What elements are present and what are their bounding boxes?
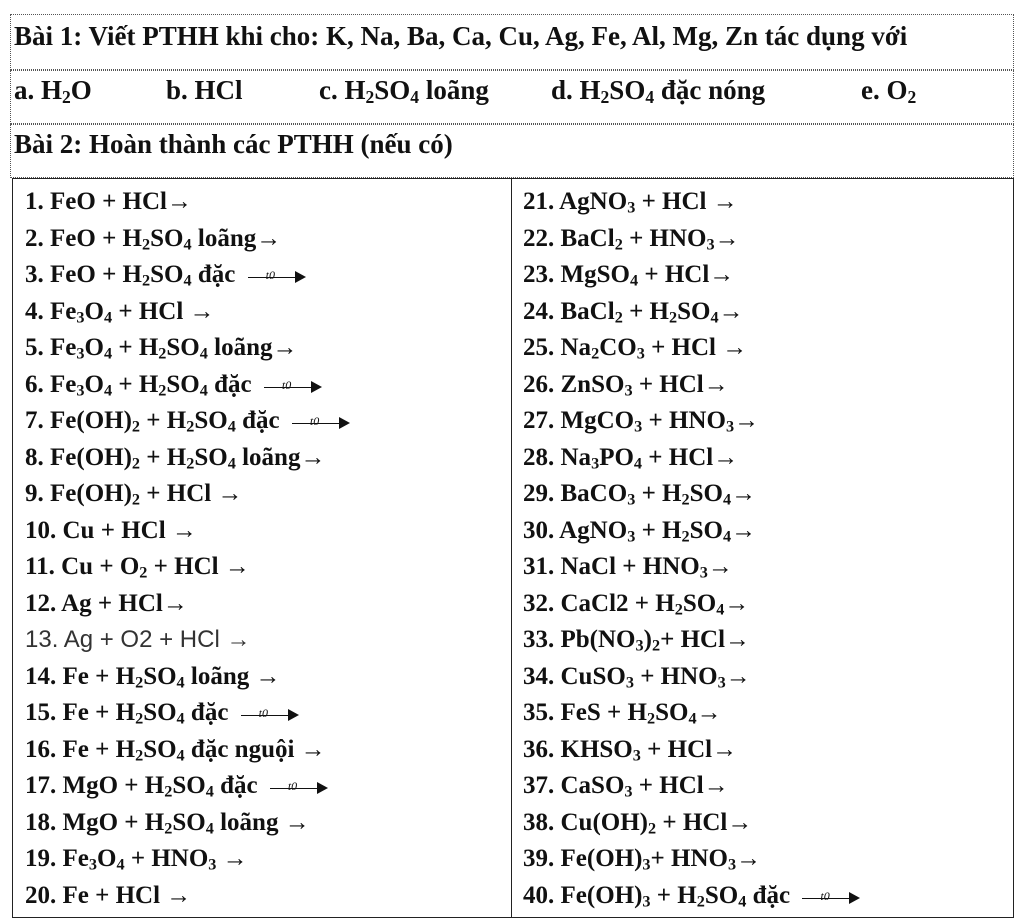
formula-text: → bbox=[216, 845, 248, 872]
subscript: 2 bbox=[135, 673, 144, 692]
formula-text: đặc bbox=[235, 407, 286, 434]
equation-item bbox=[25, 367, 505, 404]
equation-item bbox=[523, 695, 1008, 732]
subscript: 2 bbox=[907, 86, 917, 107]
subscript: 2 bbox=[186, 454, 195, 473]
formula-text: SO bbox=[704, 881, 739, 909]
equations-table bbox=[12, 178, 1014, 918]
formula-text: b. HCl bbox=[166, 75, 243, 105]
heat-arrow-icon bbox=[292, 412, 350, 432]
subscript: 2 bbox=[164, 819, 173, 838]
formula-text: 19. Fe bbox=[25, 845, 89, 872]
subscript: 2 bbox=[681, 490, 690, 509]
heat-label: t0 bbox=[309, 414, 320, 429]
subscript: 3 bbox=[725, 417, 735, 436]
formula-text: O bbox=[97, 845, 117, 872]
equation-item bbox=[25, 330, 505, 367]
equation-item bbox=[25, 841, 505, 878]
formula-text: đặc bbox=[191, 261, 242, 288]
subscript: 3 bbox=[706, 235, 715, 254]
subscript: 3 bbox=[699, 563, 708, 582]
heat-arrow-icon bbox=[241, 704, 299, 724]
equation-item bbox=[523, 768, 1008, 805]
equation-item bbox=[523, 257, 1008, 294]
subscript: 2 bbox=[669, 308, 678, 327]
equation-item bbox=[523, 221, 1008, 258]
formula-text: O bbox=[84, 370, 104, 398]
formula-text: O bbox=[70, 75, 92, 105]
formula-text: → bbox=[718, 297, 744, 325]
formula-text: + H bbox=[635, 516, 682, 544]
equation-item bbox=[25, 476, 505, 513]
formula-text: + H bbox=[650, 881, 697, 909]
formula-text: SO bbox=[143, 735, 177, 763]
subscript: 2 bbox=[158, 344, 167, 363]
subscript: 2 bbox=[142, 235, 151, 254]
subscript: 3 bbox=[76, 381, 85, 400]
subscript: 2 bbox=[591, 344, 600, 363]
subscript: 4 bbox=[645, 86, 655, 107]
formula-text: 23. MgSO bbox=[523, 261, 630, 288]
subscript: 3 bbox=[627, 490, 636, 509]
subscript: 2 bbox=[164, 782, 173, 801]
formula-text: loãng→ bbox=[235, 443, 326, 471]
heat-label: t0 bbox=[258, 706, 269, 721]
subscript: 2 bbox=[131, 490, 141, 509]
formula-text: SO bbox=[166, 370, 200, 398]
equation-item bbox=[25, 586, 505, 623]
formula-text: + HNO bbox=[650, 845, 728, 872]
formula-text: → bbox=[696, 699, 722, 726]
subscript: 3 bbox=[642, 892, 651, 911]
equation-item bbox=[523, 878, 1008, 915]
equation-item bbox=[25, 805, 505, 842]
subscript: 4 bbox=[710, 308, 719, 327]
formula-text: → bbox=[714, 224, 740, 252]
equation-item bbox=[523, 513, 1008, 550]
formula-text: + HCl→ bbox=[660, 626, 751, 653]
formula-text: SO bbox=[150, 261, 184, 288]
formula-text: loãng→ bbox=[191, 224, 282, 252]
formula-text: đặc nóng bbox=[654, 75, 766, 105]
subscript: 2 bbox=[158, 381, 167, 400]
subscript: 2 bbox=[131, 417, 141, 436]
option-e bbox=[861, 75, 916, 106]
equation-item bbox=[25, 659, 505, 696]
option-a bbox=[14, 75, 92, 106]
heat-arrow-icon bbox=[270, 777, 328, 797]
heat-arrow-icon bbox=[802, 887, 860, 907]
equation-item bbox=[523, 403, 1008, 440]
formula-text: + HNO bbox=[622, 224, 707, 252]
equation-item bbox=[25, 513, 505, 550]
formula-text: đặc bbox=[746, 881, 797, 909]
equation-item bbox=[523, 841, 1008, 878]
formula-text: SO bbox=[194, 407, 228, 434]
equation-item bbox=[523, 184, 1008, 221]
column-divider bbox=[511, 179, 512, 917]
subscript: 4 bbox=[738, 892, 747, 911]
formula-text: + H bbox=[635, 480, 682, 507]
formula-text: SO bbox=[194, 443, 228, 471]
subscript: 4 bbox=[199, 344, 208, 363]
subscript: 4 bbox=[688, 709, 697, 728]
subscript: 3 bbox=[625, 673, 634, 692]
subscript: 4 bbox=[116, 855, 125, 874]
equations-left-column bbox=[25, 184, 505, 914]
subscript: 2 bbox=[614, 308, 623, 327]
subscript: 2 bbox=[365, 86, 375, 107]
equation-item bbox=[523, 367, 1008, 404]
formula-text: 8. Fe(OH) bbox=[25, 443, 132, 471]
exercise-1-options-row bbox=[10, 70, 1014, 124]
formula-text: 13. Ag + O2 + HCl → bbox=[25, 626, 251, 653]
formula-text: → bbox=[736, 845, 762, 872]
subscript: 2 bbox=[646, 709, 656, 728]
heat-label: t0 bbox=[281, 377, 292, 392]
formula-text: ) bbox=[643, 626, 652, 653]
subscript: 3 bbox=[728, 855, 737, 874]
formula-text: 25. Na bbox=[523, 334, 592, 361]
formula-text: SO bbox=[150, 224, 184, 252]
equation-item bbox=[25, 184, 505, 221]
formula-text: 14. Fe + H bbox=[25, 662, 136, 690]
subscript: 2 bbox=[186, 417, 195, 436]
subscript: 4 bbox=[103, 344, 113, 363]
subscript: 3 bbox=[624, 782, 633, 801]
formula-text: SO bbox=[172, 808, 206, 836]
formula-text: CO bbox=[599, 334, 637, 361]
formula-text: 20. Fe + HCl → bbox=[25, 881, 192, 909]
subscript: 2 bbox=[135, 709, 144, 728]
formula-text: SO bbox=[374, 75, 411, 105]
equation-item bbox=[25, 878, 505, 915]
exercise-2-title: Bài 2: Hoàn thành các PTHH (nếu có) bbox=[14, 129, 453, 159]
equation-item bbox=[25, 440, 505, 477]
subscript: 2 bbox=[614, 235, 623, 254]
formula-text: 1. FeO + HCl→ bbox=[25, 188, 193, 215]
formula-text: loãng→ bbox=[207, 334, 298, 361]
subscript: 4 bbox=[199, 381, 208, 400]
subscript: 4 bbox=[205, 819, 214, 838]
formula-text: 38. Cu(OH) bbox=[523, 808, 648, 836]
heat-label: t0 bbox=[265, 268, 275, 283]
heat-label: t0 bbox=[820, 888, 830, 903]
equation-item bbox=[25, 695, 505, 732]
formula-text: đặc nguội → bbox=[184, 735, 326, 763]
formula-text: SO bbox=[655, 699, 689, 726]
formula-text: + H bbox=[622, 297, 670, 325]
formula-text: 30. AgNO bbox=[523, 516, 628, 544]
exercise-1-title: Bài 1: Viết PTHH khi cho: K, Na, Ba, Ca, Cu, Ag, Fe, Al, Mg, Zn tác dụng với bbox=[14, 21, 908, 51]
formula-text: loãng → bbox=[213, 808, 310, 836]
subscript: 4 bbox=[629, 271, 639, 290]
equation-item bbox=[25, 294, 505, 331]
subscript: 2 bbox=[135, 746, 144, 765]
equation-item bbox=[25, 768, 505, 805]
formula-text: → bbox=[731, 480, 757, 507]
subscript: 4 bbox=[176, 709, 185, 728]
formula-text: SO bbox=[609, 75, 646, 105]
formula-text: a. H bbox=[14, 75, 63, 105]
formula-text: + HCl → bbox=[140, 480, 243, 507]
formula-text: SO bbox=[166, 334, 200, 361]
equation-item bbox=[523, 330, 1008, 367]
formula-text: + HNO bbox=[642, 407, 726, 434]
formula-text: 5. Fe bbox=[25, 334, 77, 361]
exercise-1-title-row bbox=[10, 14, 1014, 70]
subscript: 3 bbox=[642, 855, 651, 874]
formula-text: SO bbox=[143, 662, 177, 690]
equation-item bbox=[25, 732, 505, 769]
equation-item bbox=[25, 257, 505, 294]
subscript: 3 bbox=[632, 746, 641, 765]
formula-text: + HCl → bbox=[635, 188, 738, 215]
formula-text: 31. NaCl + HNO bbox=[523, 553, 700, 580]
subscript: 4 bbox=[176, 746, 185, 765]
subscript: 3 bbox=[88, 855, 97, 874]
subscript: 3 bbox=[76, 344, 85, 363]
subscript: 2 bbox=[648, 819, 657, 838]
subscript: 3 bbox=[76, 308, 85, 327]
subscript: 4 bbox=[723, 527, 732, 546]
subscript: 4 bbox=[183, 235, 192, 254]
formula-text: + H bbox=[140, 407, 187, 434]
subscript: 2 bbox=[600, 86, 610, 107]
formula-text: 40. Fe(OH) bbox=[523, 881, 643, 909]
equation-item bbox=[523, 622, 1008, 659]
formula-text: 3. FeO + H bbox=[25, 261, 143, 288]
formula-text: loãng → bbox=[184, 662, 281, 690]
heat-label: t0 bbox=[287, 779, 298, 794]
formula-text: 35. FeS + H bbox=[523, 699, 647, 726]
formula-text: đặc bbox=[207, 370, 258, 398]
formula-text: 26. ZnSO bbox=[523, 370, 625, 398]
formula-text: + HNO bbox=[124, 845, 209, 872]
equation-item bbox=[523, 732, 1008, 769]
formula-text: → bbox=[731, 516, 757, 544]
equation-item bbox=[523, 294, 1008, 331]
subscript: 4 bbox=[176, 673, 185, 692]
formula-text: 12. Ag + HCl→ bbox=[25, 589, 188, 617]
equation-item bbox=[25, 549, 505, 586]
formula-text: 33. Pb(NO bbox=[523, 626, 636, 653]
formula-text: + HCl → bbox=[147, 553, 250, 580]
formula-text: 39. Fe(OH) bbox=[523, 845, 643, 872]
equation-item bbox=[523, 805, 1008, 842]
formula-text: SO bbox=[172, 772, 206, 799]
subscript: 4 bbox=[716, 600, 725, 619]
formula-text: SO bbox=[143, 699, 177, 726]
subscript: 4 bbox=[183, 271, 192, 290]
subscript: 2 bbox=[681, 527, 690, 546]
formula-text: + HCl→ bbox=[632, 772, 729, 799]
formula-text: + H bbox=[112, 370, 159, 398]
equation-item bbox=[25, 221, 505, 258]
formula-text: 28. Na bbox=[523, 443, 592, 471]
formula-text: 37. CaSO bbox=[523, 772, 625, 799]
formula-text: 17. MgO + H bbox=[25, 772, 165, 799]
formula-text: 34. CuSO bbox=[523, 662, 626, 690]
subscript: 2 bbox=[62, 86, 71, 107]
subscript: 4 bbox=[103, 308, 113, 327]
subscript: 2 bbox=[142, 271, 151, 290]
formula-text: + HNO bbox=[633, 662, 718, 690]
formula-text: SO bbox=[689, 480, 723, 507]
subscript: 3 bbox=[624, 381, 633, 400]
equation-item bbox=[25, 622, 505, 659]
formula-text: + H bbox=[112, 334, 159, 361]
subscript: 3 bbox=[636, 344, 645, 363]
formula-text: SO bbox=[682, 589, 717, 617]
equation-item bbox=[523, 440, 1008, 477]
option-d bbox=[551, 75, 765, 106]
formula-text: 2. FeO + H bbox=[25, 224, 143, 252]
heat-arrow-icon bbox=[248, 266, 306, 286]
formula-text: 6. Fe bbox=[25, 370, 77, 398]
formula-text: + HCl→ bbox=[642, 443, 739, 471]
formula-text: → bbox=[724, 589, 750, 617]
formula-text: 24. BaCl bbox=[523, 297, 615, 325]
formula-text: e. O bbox=[861, 75, 908, 105]
formula-text: + HCl→ bbox=[656, 808, 753, 836]
formula-text: đặc bbox=[184, 699, 235, 726]
equation-item bbox=[523, 586, 1008, 623]
formula-text: O bbox=[84, 334, 104, 361]
subscript: 4 bbox=[723, 490, 732, 509]
equation-item bbox=[523, 659, 1008, 696]
formula-text: 4. Fe bbox=[25, 297, 77, 325]
option-c bbox=[319, 75, 489, 106]
formula-text: d. H bbox=[551, 75, 601, 105]
subscript: 2 bbox=[139, 563, 148, 582]
formula-text: 22. BaCl bbox=[523, 224, 615, 252]
subscript: 3 bbox=[635, 636, 644, 655]
formula-text: + HCl→ bbox=[638, 261, 735, 288]
formula-text: 32. CaCl2 + H bbox=[523, 589, 675, 617]
formula-text: → bbox=[725, 662, 751, 690]
formula-text: 29. BaCO bbox=[523, 480, 628, 507]
formula-text: 11. Cu + O bbox=[25, 553, 140, 580]
formula-text: 10. Cu + HCl → bbox=[25, 516, 197, 544]
formula-text: → bbox=[707, 553, 733, 580]
subscript: 2 bbox=[131, 454, 141, 473]
subscript: 3 bbox=[627, 527, 636, 546]
formula-text: 15. Fe + H bbox=[25, 699, 136, 726]
formula-text: + HCl→ bbox=[640, 735, 738, 763]
formula-text: → bbox=[734, 407, 760, 434]
formula-text: + HCl → bbox=[644, 334, 748, 361]
formula-text: PO bbox=[599, 443, 634, 471]
formula-text: SO bbox=[689, 516, 723, 544]
exercise-2-title-row bbox=[10, 124, 1014, 178]
formula-text: + HCl→ bbox=[632, 370, 729, 398]
subscript: 2 bbox=[674, 600, 683, 619]
subscript: 3 bbox=[627, 198, 636, 217]
subscript: 3 bbox=[591, 454, 600, 473]
subscript: 3 bbox=[208, 855, 217, 874]
formula-text: O bbox=[84, 297, 104, 325]
equations-right-column bbox=[523, 184, 1008, 914]
formula-text: 27. MgCO bbox=[523, 407, 635, 434]
subscript: 3 bbox=[634, 417, 643, 436]
formula-text: đặc bbox=[213, 772, 264, 799]
subscript: 3 bbox=[717, 673, 726, 692]
formula-text: + H bbox=[140, 443, 187, 471]
formula-text: 16. Fe + H bbox=[25, 735, 136, 763]
heat-arrow-icon bbox=[264, 376, 322, 396]
formula-text: SO bbox=[677, 297, 711, 325]
formula-text: loãng bbox=[419, 75, 489, 105]
subscript: 2 bbox=[651, 636, 661, 655]
equation-item bbox=[25, 403, 505, 440]
subscript: 4 bbox=[633, 454, 643, 473]
subscript: 4 bbox=[227, 454, 236, 473]
equation-item bbox=[523, 476, 1008, 513]
subscript: 2 bbox=[696, 892, 705, 911]
formula-text: 7. Fe(OH) bbox=[25, 407, 132, 434]
formula-text: 21. AgNO bbox=[523, 188, 628, 215]
formula-text: 36. KHSO bbox=[523, 735, 633, 763]
equation-item bbox=[523, 549, 1008, 586]
subscript: 4 bbox=[410, 86, 420, 107]
option-b bbox=[166, 75, 243, 106]
subscript: 4 bbox=[227, 417, 236, 436]
formula-text: 9. Fe(OH) bbox=[25, 480, 132, 507]
formula-text: + HCl → bbox=[112, 297, 215, 325]
subscript: 4 bbox=[103, 381, 113, 400]
subscript: 4 bbox=[205, 782, 214, 801]
formula-text: 18. MgO + H bbox=[25, 808, 165, 836]
formula-text: c. H bbox=[319, 75, 366, 105]
